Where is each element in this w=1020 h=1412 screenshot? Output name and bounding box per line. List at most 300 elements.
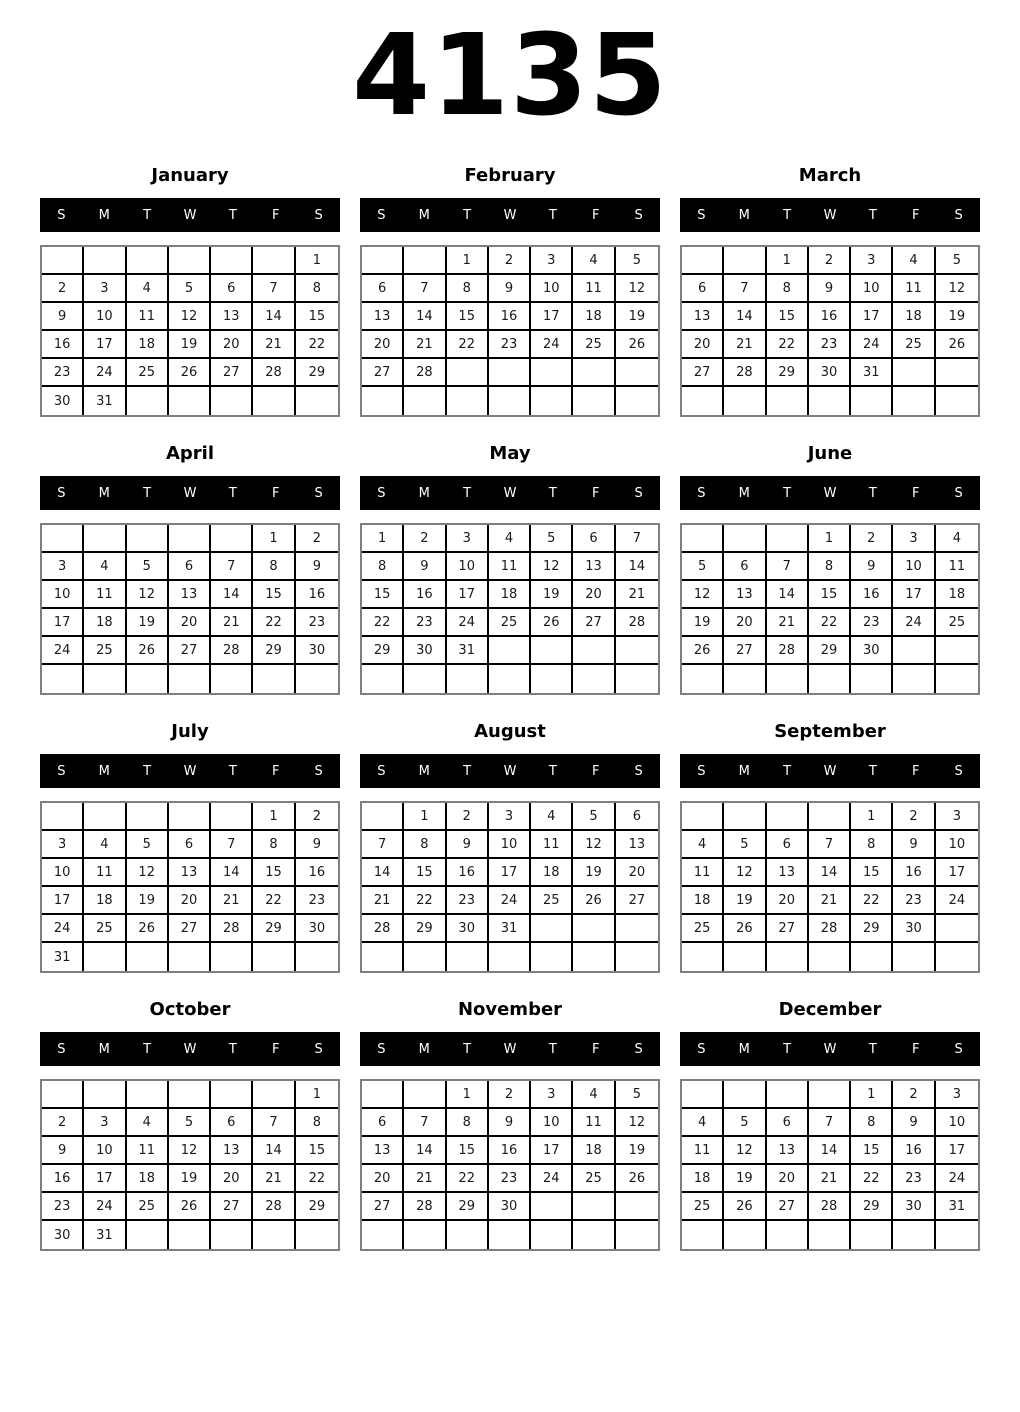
day-cell — [767, 1081, 809, 1109]
day-cell: 6 — [169, 831, 211, 859]
month-title: August — [474, 720, 546, 742]
day-cell: 5 — [127, 831, 169, 859]
day-cell: 3 — [489, 803, 531, 831]
weekday-label: W — [503, 1041, 517, 1057]
day-cell: 22 — [851, 1165, 893, 1193]
month-title: February — [464, 164, 556, 186]
day-cell: 18 — [84, 609, 126, 637]
day-cell: 23 — [447, 887, 489, 915]
day-cell — [127, 1081, 169, 1109]
day-cell: 2 — [296, 525, 338, 553]
day-cell: 19 — [724, 887, 766, 915]
day-cell: 18 — [127, 1165, 169, 1193]
day-cell: 2 — [489, 247, 531, 275]
day-cell — [253, 943, 295, 971]
day-cell — [851, 387, 893, 415]
day-cell — [84, 803, 126, 831]
day-cell: 11 — [682, 1137, 724, 1165]
day-cell: 24 — [84, 1193, 126, 1221]
day-cell: 24 — [42, 637, 84, 665]
weekday-label: T — [463, 763, 472, 779]
day-cell: 9 — [809, 275, 851, 303]
day-cell — [531, 359, 573, 387]
day-cell: 9 — [296, 553, 338, 581]
day-cell: 20 — [682, 331, 724, 359]
day-cell: 25 — [127, 1193, 169, 1221]
day-cell: 15 — [296, 1137, 338, 1165]
day-cell: 18 — [489, 581, 531, 609]
day-cell: 31 — [936, 1193, 978, 1221]
day-cell: 6 — [767, 1109, 809, 1137]
day-cell: 23 — [42, 1193, 84, 1221]
day-cell: 13 — [573, 553, 615, 581]
weekday-label: W — [183, 485, 197, 501]
year-title: 4135 — [352, 11, 668, 141]
day-cell: 8 — [253, 553, 295, 581]
day-cell — [362, 387, 404, 415]
day-cell: 29 — [253, 637, 295, 665]
day-cell — [936, 637, 978, 665]
day-cell: 30 — [489, 1193, 531, 1221]
day-cell: 19 — [573, 859, 615, 887]
day-cell — [489, 637, 531, 665]
day-cell: 29 — [851, 1193, 893, 1221]
day-cell — [809, 387, 851, 415]
day-cell: 20 — [211, 331, 253, 359]
day-grid — [40, 523, 340, 695]
day-cell: 17 — [851, 303, 893, 331]
day-cell: 17 — [84, 331, 126, 359]
calendar-grid — [40, 152, 980, 1251]
weekday-label: S — [57, 763, 66, 779]
day-cell — [362, 665, 404, 693]
day-cell: 28 — [767, 637, 809, 665]
weekday-label: T — [783, 207, 792, 223]
day-cell — [809, 1081, 851, 1109]
day-cell: 3 — [893, 525, 935, 553]
day-cell: 14 — [809, 1137, 851, 1165]
day-cell: 12 — [169, 303, 211, 331]
day-cell: 11 — [531, 831, 573, 859]
weekday-header — [360, 476, 660, 510]
day-cell: 6 — [616, 803, 658, 831]
day-cell — [489, 1221, 531, 1249]
day-cell — [531, 387, 573, 415]
day-cell — [169, 247, 211, 275]
day-cell: 1 — [362, 525, 404, 553]
month-january — [40, 152, 340, 417]
weekday-label: M — [418, 485, 430, 501]
day-cell: 3 — [84, 275, 126, 303]
weekday-label: W — [183, 207, 197, 223]
day-cell: 10 — [42, 581, 84, 609]
day-cell: 26 — [127, 915, 169, 943]
month-title: October — [149, 998, 231, 1020]
day-cell: 18 — [682, 1165, 724, 1193]
day-cell — [616, 665, 658, 693]
day-cell — [447, 943, 489, 971]
day-cell: 8 — [447, 275, 489, 303]
day-cell: 12 — [573, 831, 615, 859]
day-cell: 19 — [936, 303, 978, 331]
day-cell: 23 — [893, 1165, 935, 1193]
day-cell: 20 — [169, 887, 211, 915]
day-cell: 26 — [127, 637, 169, 665]
day-cell — [893, 943, 935, 971]
day-cell — [767, 387, 809, 415]
month-february — [360, 152, 660, 417]
day-cell: 20 — [169, 609, 211, 637]
day-cell: 29 — [253, 915, 295, 943]
weekday-label: W — [823, 1041, 837, 1057]
day-cell: 11 — [936, 553, 978, 581]
day-cell: 1 — [404, 803, 446, 831]
day-cell: 23 — [489, 1165, 531, 1193]
day-cell — [127, 525, 169, 553]
day-cell: 27 — [362, 1193, 404, 1221]
day-cell: 27 — [573, 609, 615, 637]
weekday-label: S — [377, 763, 386, 779]
day-cell: 15 — [809, 581, 851, 609]
month-june — [680, 430, 980, 695]
day-cell: 12 — [616, 275, 658, 303]
day-cell: 17 — [531, 1137, 573, 1165]
weekday-label: S — [634, 207, 643, 223]
day-cell — [809, 803, 851, 831]
day-cell: 28 — [211, 637, 253, 665]
day-cell: 22 — [253, 609, 295, 637]
day-cell — [169, 943, 211, 971]
day-cell: 19 — [127, 887, 169, 915]
day-cell: 2 — [893, 1081, 935, 1109]
day-cell — [211, 943, 253, 971]
month-december — [680, 986, 980, 1251]
day-cell: 29 — [404, 915, 446, 943]
day-cell: 24 — [447, 609, 489, 637]
weekday-label: T — [548, 207, 557, 223]
day-cell: 22 — [362, 609, 404, 637]
day-cell: 24 — [531, 1165, 573, 1193]
day-grid — [360, 245, 660, 417]
day-cell: 4 — [531, 803, 573, 831]
day-cell: 7 — [767, 553, 809, 581]
day-cell — [127, 665, 169, 693]
weekday-label: T — [868, 763, 877, 779]
weekday-label: T — [548, 1041, 557, 1057]
day-cell: 21 — [767, 609, 809, 637]
weekday-header — [40, 1032, 340, 1066]
day-cell — [404, 665, 446, 693]
day-cell — [211, 387, 253, 415]
weekday-label: S — [697, 763, 706, 779]
day-cell: 20 — [724, 609, 766, 637]
day-cell — [573, 1221, 615, 1249]
day-cell — [362, 1081, 404, 1109]
day-cell: 25 — [573, 331, 615, 359]
day-cell: 28 — [809, 915, 851, 943]
weekday-label: T — [463, 485, 472, 501]
month-title: June — [807, 442, 853, 464]
weekday-label: T — [548, 763, 557, 779]
day-cell: 1 — [851, 1081, 893, 1109]
day-cell: 13 — [767, 859, 809, 887]
day-cell — [851, 1221, 893, 1249]
day-cell: 17 — [936, 859, 978, 887]
month-title: December — [778, 998, 882, 1020]
month-may — [360, 430, 660, 695]
day-cell — [489, 359, 531, 387]
day-cell: 30 — [42, 387, 84, 415]
day-cell: 7 — [404, 1109, 446, 1137]
day-grid — [680, 245, 980, 417]
day-cell: 6 — [682, 275, 724, 303]
day-cell: 30 — [893, 1193, 935, 1221]
day-cell: 12 — [724, 859, 766, 887]
day-cell — [724, 665, 766, 693]
weekday-label: S — [954, 207, 963, 223]
weekday-label: M — [98, 1041, 110, 1057]
day-cell: 26 — [169, 359, 211, 387]
day-cell — [211, 803, 253, 831]
weekday-label: S — [634, 763, 643, 779]
day-cell: 10 — [851, 275, 893, 303]
day-cell: 19 — [616, 303, 658, 331]
day-cell — [489, 387, 531, 415]
day-cell — [724, 1221, 766, 1249]
day-cell: 17 — [489, 859, 531, 887]
day-cell — [936, 915, 978, 943]
day-cell: 22 — [851, 887, 893, 915]
weekday-label: S — [377, 207, 386, 223]
day-cell: 14 — [362, 859, 404, 887]
day-cell: 4 — [893, 247, 935, 275]
day-cell — [616, 915, 658, 943]
day-cell — [851, 665, 893, 693]
day-cell: 5 — [936, 247, 978, 275]
day-grid — [360, 1079, 660, 1251]
weekday-label: M — [418, 763, 430, 779]
weekday-label: M — [98, 207, 110, 223]
day-cell — [724, 525, 766, 553]
day-cell: 29 — [809, 637, 851, 665]
day-cell: 3 — [447, 525, 489, 553]
weekday-header — [360, 754, 660, 788]
day-cell: 8 — [809, 553, 851, 581]
day-cell: 23 — [489, 331, 531, 359]
day-cell: 25 — [682, 1193, 724, 1221]
month-september — [680, 708, 980, 973]
day-cell: 5 — [724, 831, 766, 859]
day-cell: 21 — [253, 1165, 295, 1193]
day-cell: 21 — [809, 1165, 851, 1193]
day-cell: 8 — [253, 831, 295, 859]
weekday-label: S — [314, 207, 323, 223]
day-cell: 17 — [531, 303, 573, 331]
day-cell: 12 — [682, 581, 724, 609]
day-cell: 5 — [573, 803, 615, 831]
day-cell: 3 — [42, 831, 84, 859]
weekday-label: S — [377, 485, 386, 501]
month-title: November — [457, 998, 563, 1020]
day-cell — [682, 525, 724, 553]
day-cell — [893, 387, 935, 415]
day-cell: 5 — [169, 275, 211, 303]
day-cell: 30 — [809, 359, 851, 387]
month-title: September — [774, 720, 886, 742]
month-title: July — [171, 720, 209, 742]
day-cell: 7 — [616, 525, 658, 553]
day-cell — [767, 665, 809, 693]
day-cell: 15 — [767, 303, 809, 331]
day-cell: 23 — [404, 609, 446, 637]
day-cell: 18 — [127, 331, 169, 359]
day-cell: 16 — [809, 303, 851, 331]
weekday-label: F — [271, 1041, 280, 1057]
day-cell — [616, 387, 658, 415]
day-cell: 2 — [851, 525, 893, 553]
day-cell: 22 — [767, 331, 809, 359]
day-cell: 15 — [851, 1137, 893, 1165]
day-cell: 6 — [211, 275, 253, 303]
day-cell — [42, 247, 84, 275]
day-cell: 31 — [84, 387, 126, 415]
day-cell: 9 — [893, 831, 935, 859]
day-cell: 14 — [211, 581, 253, 609]
day-cell: 19 — [724, 1165, 766, 1193]
day-cell — [682, 803, 724, 831]
day-cell: 27 — [169, 915, 211, 943]
day-cell: 16 — [489, 1137, 531, 1165]
weekday-label: T — [143, 485, 152, 501]
day-cell — [362, 1221, 404, 1249]
day-cell: 30 — [893, 915, 935, 943]
day-cell: 4 — [573, 1081, 615, 1109]
weekday-label: T — [228, 1041, 237, 1057]
day-cell — [211, 247, 253, 275]
day-cell — [84, 1081, 126, 1109]
weekday-label: T — [228, 207, 237, 223]
day-cell — [573, 637, 615, 665]
weekday-label: S — [57, 485, 66, 501]
day-cell: 27 — [169, 637, 211, 665]
day-cell: 16 — [893, 1137, 935, 1165]
day-cell: 7 — [362, 831, 404, 859]
day-cell — [489, 665, 531, 693]
day-cell: 24 — [936, 887, 978, 915]
day-cell: 7 — [404, 275, 446, 303]
day-cell — [936, 1221, 978, 1249]
day-cell: 10 — [42, 859, 84, 887]
day-cell: 6 — [362, 275, 404, 303]
weekday-label: T — [463, 207, 472, 223]
day-cell — [682, 247, 724, 275]
day-cell: 25 — [936, 609, 978, 637]
calendar-page — [40, 0, 980, 1251]
day-cell — [253, 387, 295, 415]
month-title: April — [165, 442, 215, 464]
day-cell: 10 — [936, 1109, 978, 1137]
day-cell: 17 — [936, 1137, 978, 1165]
day-cell: 25 — [84, 637, 126, 665]
day-cell — [447, 665, 489, 693]
weekday-label: S — [634, 485, 643, 501]
day-cell: 9 — [893, 1109, 935, 1137]
month-october — [40, 986, 340, 1251]
day-cell: 4 — [127, 275, 169, 303]
day-cell — [404, 387, 446, 415]
weekday-label: M — [738, 1041, 750, 1057]
day-cell: 5 — [724, 1109, 766, 1137]
month-title: May — [489, 442, 531, 464]
day-cell: 4 — [682, 831, 724, 859]
day-cell: 20 — [211, 1165, 253, 1193]
day-cell — [42, 1081, 84, 1109]
day-cell — [616, 1193, 658, 1221]
weekday-label: F — [911, 207, 920, 223]
day-cell — [936, 943, 978, 971]
day-cell: 13 — [211, 303, 253, 331]
day-cell: 18 — [84, 887, 126, 915]
day-cell: 4 — [682, 1109, 724, 1137]
day-cell: 29 — [362, 637, 404, 665]
day-cell: 19 — [127, 609, 169, 637]
day-cell — [84, 247, 126, 275]
weekday-label: M — [98, 763, 110, 779]
day-cell: 25 — [573, 1165, 615, 1193]
day-cell: 27 — [767, 915, 809, 943]
weekday-label: W — [823, 763, 837, 779]
weekday-header — [360, 1032, 660, 1066]
day-cell: 28 — [404, 1193, 446, 1221]
day-cell: 24 — [42, 915, 84, 943]
day-cell: 31 — [84, 1221, 126, 1249]
day-cell — [127, 943, 169, 971]
day-cell: 3 — [84, 1109, 126, 1137]
day-cell — [296, 1221, 338, 1249]
weekday-label: F — [911, 763, 920, 779]
day-cell: 1 — [767, 247, 809, 275]
weekday-label: T — [228, 485, 237, 501]
day-cell: 10 — [84, 1137, 126, 1165]
day-cell: 3 — [936, 1081, 978, 1109]
day-grid — [40, 245, 340, 417]
weekday-label: S — [377, 1041, 386, 1057]
day-cell: 28 — [404, 359, 446, 387]
day-cell: 28 — [724, 359, 766, 387]
day-cell: 24 — [489, 887, 531, 915]
day-cell — [253, 665, 295, 693]
day-cell: 5 — [127, 553, 169, 581]
month-title: January — [151, 164, 229, 186]
day-cell: 22 — [404, 887, 446, 915]
day-cell: 28 — [616, 609, 658, 637]
month-august — [360, 708, 660, 973]
day-cell — [573, 915, 615, 943]
day-cell: 12 — [936, 275, 978, 303]
day-cell: 29 — [447, 1193, 489, 1221]
day-cell — [211, 525, 253, 553]
day-cell: 12 — [531, 553, 573, 581]
day-cell: 26 — [936, 331, 978, 359]
day-cell — [169, 387, 211, 415]
day-cell: 19 — [682, 609, 724, 637]
day-cell: 24 — [531, 331, 573, 359]
day-cell: 7 — [724, 275, 766, 303]
day-cell: 4 — [84, 553, 126, 581]
day-cell: 18 — [893, 303, 935, 331]
day-cell: 22 — [296, 331, 338, 359]
weekday-header — [40, 476, 340, 510]
